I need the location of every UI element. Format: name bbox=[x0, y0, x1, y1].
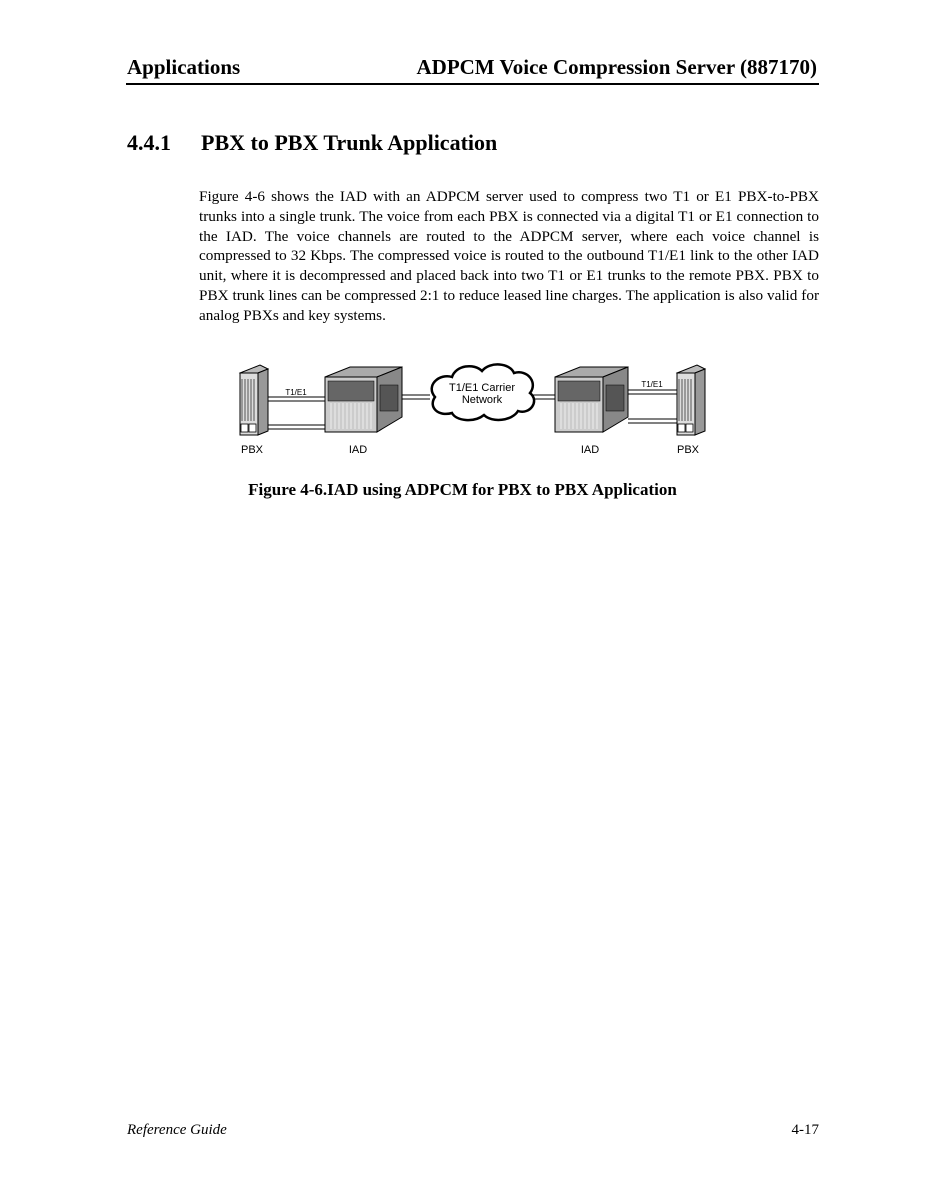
section-number: 4.4.1 bbox=[127, 130, 171, 155]
label-iad-right: IAD bbox=[580, 444, 600, 456]
cloud-label-line1: T1/E1 Carrier bbox=[448, 382, 516, 394]
iad-left-icon bbox=[325, 367, 402, 432]
header-document-title: ADPCM Voice Compression Server (887170) bbox=[416, 55, 817, 79]
label-iad-left: IAD bbox=[348, 444, 368, 456]
link-label-left: T1/E1 bbox=[285, 388, 307, 397]
pbx-right-icon bbox=[677, 365, 705, 435]
link-label-right: T1/E1 bbox=[641, 380, 663, 389]
trunk-lines-right bbox=[628, 390, 677, 423]
trunk-lines-left bbox=[268, 397, 325, 429]
carrier-cloud-icon bbox=[432, 364, 534, 420]
figure-caption: Figure 4-6.IAD using ADPCM for PBX to PBX Application bbox=[248, 480, 677, 499]
pbx-left-icon bbox=[240, 365, 268, 435]
iad-right-icon bbox=[555, 367, 628, 432]
page-number: 4-17 bbox=[791, 1122, 819, 1138]
network-diagram bbox=[230, 355, 710, 465]
label-pbx-right: PBX bbox=[676, 444, 700, 456]
label-pbx-left: PBX bbox=[240, 444, 264, 456]
header-chapter-title: Applications bbox=[127, 55, 241, 79]
header-rule bbox=[126, 83, 819, 85]
body-paragraph: Figure 4-6 shows the IAD with an ADPCM server used to compress two T1 or E1 PBX-to-PBX trunks into a single trunk. The voice from each PBX is connected via a digital T1 or E1 connection to the IAD. The voice channels are routed to the ADPCM server, where each voice channel is compressed to 32 Kbps. The compressed voice is routed to the outbound T1/E1 link to the other IAD unit, where it is decompressed and placed back into two T1 or E1 trunks to the remote PBX. PBX to PBX trunk lines can be compressed 2:1 to reduce leased line charges. The application is also valid for analog PBXs and key systems. bbox=[199, 188, 819, 324]
cloud-label-line2: Network bbox=[461, 394, 503, 406]
footer-guide-title: Reference Guide bbox=[127, 1122, 227, 1138]
section-title: PBX to PBX Trunk Application bbox=[201, 130, 498, 155]
